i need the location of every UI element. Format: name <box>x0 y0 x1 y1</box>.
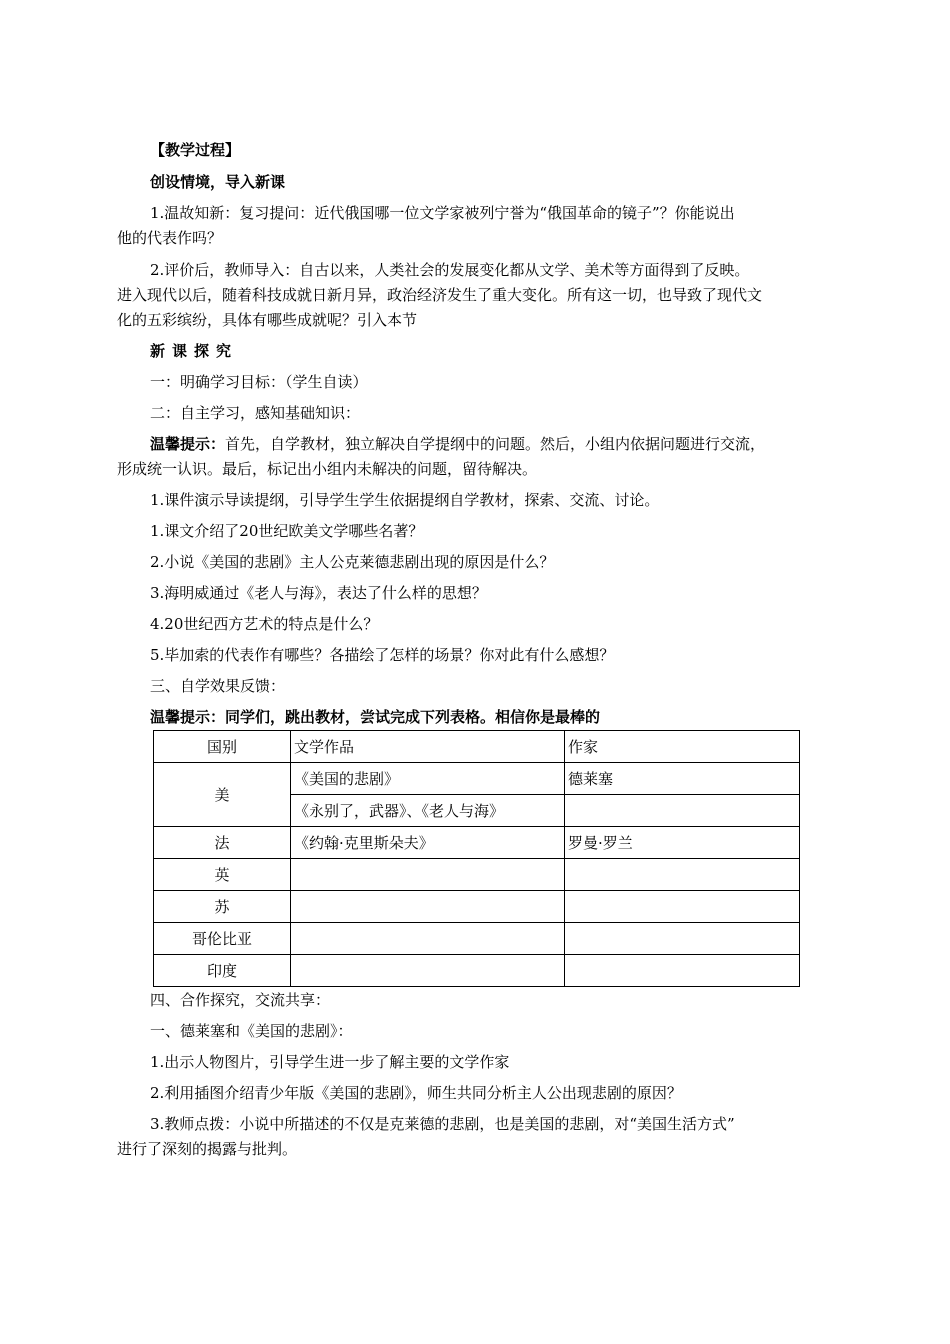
cell-country: 美 <box>154 763 291 827</box>
step-3: 三、自学效果反馈： <box>150 677 286 695</box>
cell-country: 印度 <box>154 955 291 987</box>
coop-item-3-line1: 3.教师点拨：小说中所描述的不仅是克莱德的悲剧，也是美国的悲剧，对“美国生活方式” <box>150 1115 735 1133</box>
header-work: 文学作品 <box>291 731 565 763</box>
question-2: 2.小说《美国的悲剧》主人公克莱德悲剧出现的原因是什么？ <box>150 553 555 571</box>
coop-sub-1: 一、德莱塞和《美国的悲剧》： <box>150 1022 353 1040</box>
cell-work: 《约翰·克里斯朵夫》 <box>291 827 565 859</box>
table-row <box>154 859 800 891</box>
table-row <box>154 955 800 987</box>
cell-work: 《永别了，武器》、《老人与海》 <box>291 795 565 827</box>
coop-item-2: 2.利用插图介绍青少年版《美国的悲剧》，师生共同分析主人公出现悲剧的原因？ <box>150 1084 682 1102</box>
intro-item-1-line2: 他的代表作吗？ <box>117 229 223 247</box>
cell-work <box>291 923 565 955</box>
cell-author <box>565 955 800 987</box>
table-header-row <box>154 731 800 763</box>
cell-author: 罗曼·罗兰 <box>565 827 800 859</box>
coop-item-1: 1.出示人物图片，引导学生进一步了解主要的文学作家 <box>150 1053 510 1071</box>
question-intro: 1.课件演示导读提纲，引导学生学生依据提纲自学教材，探索、交流、讨论。 <box>150 491 660 509</box>
subheading-explore: 新课探究 <box>150 342 239 360</box>
intro-item-2-line3: 化的五彩缤纷，具体有哪些成就呢？引入本节 <box>117 311 418 329</box>
cell-country: 苏 <box>154 891 291 923</box>
table-row <box>154 923 800 955</box>
literature-table <box>153 730 800 987</box>
tip-1-line2: 形成统一认识。最后，标记出小组内未解决的问题，留待解决。 <box>117 460 538 478</box>
cell-work: 《美国的悲剧》 <box>291 763 565 795</box>
question-4: 4.20世纪西方艺术的特点是什么？ <box>150 615 379 633</box>
cell-work <box>291 955 565 987</box>
step-1: 一：明确学习目标：（学生自读） <box>150 373 368 391</box>
intro-item-2-line1: 2.评价后，教师导入：自古以来，人类社会的发展变化都从文学、美术等方面得到了反映。 <box>150 261 750 279</box>
table-row <box>154 763 800 795</box>
section-heading-process: 【教学过程】 <box>150 141 241 159</box>
cell-work <box>291 891 565 923</box>
step-2: 二：自主学习，感知基础知识： <box>150 404 361 422</box>
step-4: 四、合作探究，交流共享： <box>150 991 331 1009</box>
intro-item-1-line1: 1.温故知新：复习提问：近代俄国哪一位文学家被列宁誉为“俄国革命的镜子”？你能说出 <box>150 204 735 222</box>
cell-country: 法 <box>154 827 291 859</box>
cell-author: 德莱塞 <box>565 763 800 795</box>
tip-1-line1: 温馨提示：首先，自学教材，独立解决自学提纲中的问题。然后，小组内依据问题进行交流， <box>150 435 766 453</box>
cell-country: 哥伦比亚 <box>154 923 291 955</box>
table-row <box>154 891 800 923</box>
cell-author <box>565 859 800 891</box>
header-author: 作家 <box>565 731 800 763</box>
cell-author <box>565 891 800 923</box>
question-1: 1.课文介绍了20世纪欧美文学哪些名著？ <box>150 522 424 540</box>
header-country: 国别 <box>154 731 291 763</box>
table-row <box>154 827 800 859</box>
cell-author <box>565 923 800 955</box>
cell-work <box>291 859 565 891</box>
subheading-intro: 创设情境，导入新课 <box>150 173 286 191</box>
cell-author <box>565 795 800 827</box>
question-5: 5.毕加索的代表作有哪些？各描绘了怎样的场景？你对此有什么感想？ <box>150 646 615 664</box>
coop-item-3-line2: 进行了深刻的揭露与批判。 <box>117 1140 298 1158</box>
tip-label: 温馨提示： <box>150 435 226 453</box>
cell-country: 英 <box>154 859 291 891</box>
intro-item-2-line2: 进入现代以后，随着科技成就日新月异，政治经济发生了重大变化。所有这一切，也导致了现代文 <box>117 286 763 304</box>
question-3: 3.海明威通过《老人与海》，表达了什么样的思想？ <box>150 584 487 602</box>
tip-2: 温馨提示：同学们，跳出教材，尝试完成下列表格。相信你是最棒的 <box>150 708 601 726</box>
